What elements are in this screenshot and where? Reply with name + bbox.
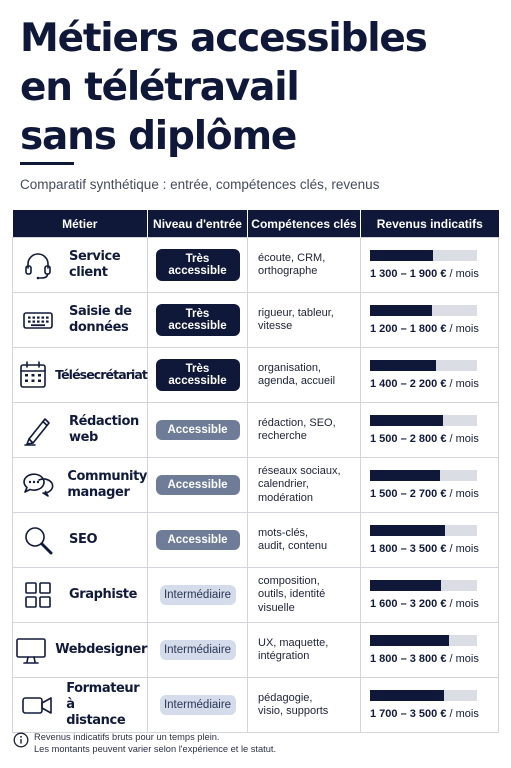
- income-cell: [361, 458, 499, 513]
- title-line-2: en télétravail: [20, 65, 299, 110]
- pen-icon: [21, 413, 55, 447]
- level-cell: [148, 678, 248, 733]
- skills-cell: [248, 403, 361, 458]
- income-cell: [361, 348, 499, 403]
- table-row: [13, 403, 499, 458]
- calendar-icon: [16, 358, 50, 392]
- skills-line: composition,: [258, 574, 320, 587]
- level-cell: [148, 458, 248, 513]
- level-cell: [148, 238, 248, 293]
- comparison-table: [12, 210, 499, 733]
- job-cell: [13, 623, 148, 678]
- skills-line: mots-clés,: [258, 526, 309, 539]
- level-cell: [148, 403, 248, 458]
- chat-bubbles-icon: [20, 468, 54, 502]
- grid-icon: [21, 578, 55, 612]
- skills-line: audit, contenu: [258, 540, 328, 552]
- level-badge: Très accessible: [156, 249, 240, 281]
- table-row: [13, 568, 499, 623]
- video-camera-icon: [20, 688, 54, 722]
- job-name-line: manager: [67, 485, 130, 500]
- level-badge: Intermédiaire: [160, 640, 236, 660]
- level-cell: [148, 513, 248, 568]
- table-row: [13, 293, 499, 348]
- income-range: 1 800 – 3 500 €: [370, 543, 447, 555]
- job-name: [61, 469, 147, 501]
- table-row: [13, 458, 499, 513]
- income-amount: [370, 268, 498, 280]
- job-name: [63, 532, 97, 548]
- job-cell: [13, 568, 148, 623]
- job-name-line: Graphiste: [69, 587, 138, 602]
- income-period: / mois: [449, 323, 479, 335]
- income-bar-fill: [370, 635, 449, 646]
- job-name: [63, 249, 120, 281]
- header-income: Revenus indicatifs: [361, 210, 499, 238]
- skills-line: agenda, accueil: [258, 375, 336, 387]
- job-name: [63, 414, 139, 446]
- job-cell: [13, 293, 148, 348]
- skills-line: modération: [258, 491, 314, 504]
- income-bar-fill: [370, 580, 441, 591]
- header-job: Métier: [13, 210, 148, 238]
- table-header-row: [13, 210, 499, 238]
- skills-cell: [248, 678, 361, 733]
- income-cell: [361, 678, 499, 733]
- income-cell: [361, 238, 499, 293]
- skills-cell: [248, 623, 361, 678]
- header-skills: Compétences clés: [248, 210, 361, 238]
- job-cell: [13, 513, 148, 568]
- income-amount: [370, 598, 498, 610]
- skills-cell: [248, 348, 361, 403]
- job-cell: [13, 458, 148, 513]
- footnote-line-2: Les montants peuvent varier selon l'expérience et le statut.: [34, 744, 277, 754]
- income-bar-fill: [370, 690, 444, 701]
- table-row: [13, 678, 499, 733]
- income-range: 1 500 – 2 800 €: [370, 433, 447, 445]
- income-bar: [370, 580, 477, 591]
- skills-cell: [248, 293, 361, 348]
- skills-cell: [248, 568, 361, 623]
- job-name-line: SEO: [69, 532, 98, 547]
- income-bar: [370, 250, 477, 261]
- income-amount: [370, 433, 498, 445]
- level-badge: Accessible: [156, 475, 240, 495]
- title-line-3: sans diplôme: [20, 114, 297, 159]
- income-amount: [370, 488, 498, 500]
- title-line-1: Métiers accessibles: [20, 16, 427, 61]
- income-range: 1 600 – 3 200 €: [370, 598, 447, 610]
- table-row: [13, 238, 499, 293]
- skills-line: outils, identité: [258, 588, 326, 601]
- job-name: [49, 642, 147, 658]
- skills-line: recherche: [258, 430, 307, 442]
- job-name-line: distance: [66, 713, 126, 728]
- job-name-line: Service: [69, 249, 121, 264]
- page-title: [20, 14, 427, 161]
- income-period: / mois: [449, 378, 479, 390]
- job-cell: [13, 348, 148, 403]
- job-name: [53, 367, 147, 383]
- skills-line: visio, supports: [258, 705, 329, 717]
- job-name-line: données: [69, 320, 129, 335]
- headset-icon: [21, 248, 55, 282]
- job-cell: [13, 403, 148, 458]
- income-range: 1 200 – 1 800 €: [370, 323, 447, 335]
- income-period: / mois: [449, 488, 479, 500]
- skills-line: vitesse: [258, 320, 293, 332]
- income-bar: [370, 635, 477, 646]
- level-cell: [148, 348, 248, 403]
- subtitle: Comparatif synthétique : entrée, compétences clés, revenus: [20, 177, 380, 192]
- income-period: / mois: [449, 653, 479, 665]
- skills-line: rédaction, SEO,: [258, 416, 336, 429]
- job-name-line: Community: [67, 469, 147, 484]
- info-icon: [13, 732, 29, 748]
- income-amount: [370, 543, 498, 555]
- income-range: 1 500 – 2 700 €: [370, 488, 447, 500]
- income-cell: [361, 623, 499, 678]
- job-name-line: Rédaction: [69, 414, 139, 429]
- skills-line: orthographe: [258, 265, 318, 277]
- income-amount: [370, 653, 498, 665]
- income-range: 1 400 – 2 200 €: [370, 378, 447, 390]
- income-bar-fill: [370, 360, 436, 371]
- job-name-line: Télésecrétariat: [55, 367, 147, 382]
- level-badge: Intermédiaire: [160, 585, 236, 605]
- level-cell: [148, 293, 248, 348]
- footnote-line-1: Revenus indicatifs bruts pour un temps plein.: [34, 732, 220, 742]
- title-underline: [20, 162, 74, 165]
- income-cell: [361, 513, 499, 568]
- income-bar: [370, 470, 477, 481]
- income-period: / mois: [449, 598, 479, 610]
- skills-line: intégration: [258, 650, 310, 662]
- income-period: / mois: [449, 433, 479, 445]
- job-cell: [13, 238, 148, 293]
- table-row: [13, 623, 499, 678]
- job-name: [63, 304, 132, 336]
- level-cell: [148, 568, 248, 623]
- skills-line: rigueur, tableur,: [258, 306, 334, 319]
- level-badge: Très accessible: [156, 359, 240, 391]
- income-range: 1 800 – 3 800 €: [370, 653, 447, 665]
- header-level: Niveau d'entrée: [148, 210, 248, 238]
- income-period: / mois: [449, 268, 479, 280]
- skills-line: écoute, CRM,: [258, 251, 326, 264]
- skills-cell: [248, 238, 361, 293]
- job-name-line: Webdesigner: [55, 642, 147, 657]
- skills-cell: [248, 458, 361, 513]
- income-period: / mois: [449, 708, 479, 720]
- skills-line: pédagogie,: [258, 691, 313, 704]
- income-range: 1 300 – 1 900 €: [370, 268, 447, 280]
- income-bar-fill: [370, 305, 432, 316]
- income-bar-fill: [370, 250, 433, 261]
- keyboard-icon: [21, 303, 55, 337]
- footnote: [13, 731, 276, 755]
- income-bar-fill: [370, 415, 443, 426]
- level-badge: Très accessible: [156, 304, 240, 336]
- skills-line: UX, maquette,: [258, 636, 329, 649]
- income-bar: [370, 360, 477, 371]
- income-amount: [370, 323, 498, 335]
- job-name-line: Formateur à: [66, 681, 140, 712]
- income-range: 1 700 – 3 500 €: [370, 708, 447, 720]
- skills-line: visuelle: [258, 601, 295, 614]
- skills-line: réseaux sociaux,: [258, 464, 341, 477]
- income-bar-fill: [370, 525, 445, 536]
- income-cell: [361, 293, 499, 348]
- job-name: [63, 587, 137, 603]
- income-bar: [370, 525, 477, 536]
- skills-cell: [248, 513, 361, 568]
- job-name-line: client: [69, 265, 108, 280]
- level-badge: Intermédiaire: [160, 695, 236, 715]
- income-cell: [361, 568, 499, 623]
- income-bar-fill: [370, 470, 440, 481]
- income-cell: [361, 403, 499, 458]
- skills-line: organisation,: [258, 361, 321, 374]
- income-amount: [370, 708, 498, 720]
- income-bar: [370, 305, 477, 316]
- level-cell: [148, 623, 248, 678]
- job-name: [60, 681, 147, 729]
- income-period: / mois: [449, 543, 479, 555]
- level-badge: Accessible: [156, 420, 240, 440]
- income-bar: [370, 690, 477, 701]
- table-row: [13, 513, 499, 568]
- income-amount: [370, 378, 498, 390]
- skills-line: calendrier,: [258, 478, 309, 491]
- table-row: [13, 348, 499, 403]
- magnifier-icon: [21, 523, 55, 557]
- job-name-line: Saisie de: [69, 304, 132, 319]
- monitor-icon: [14, 633, 48, 667]
- job-name-line: web: [69, 430, 98, 445]
- job-cell: [13, 678, 148, 733]
- income-bar: [370, 415, 477, 426]
- level-badge: Accessible: [156, 530, 240, 550]
